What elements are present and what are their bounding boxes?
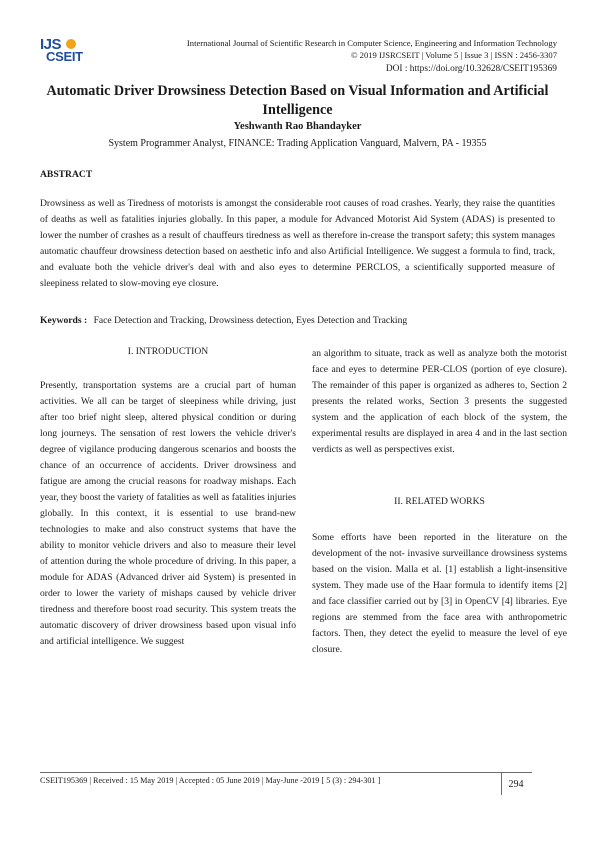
keywords-label: Keywords : — [40, 315, 88, 326]
logo-text-top: IJS — [40, 36, 62, 53]
logo-globe-icon — [66, 39, 76, 49]
paper-title: Automatic Driver Drowsiness Detection Based on Visual Information and Artificial Intelligence — [46, 83, 549, 118]
related-works-text: Some efforts have been reported in the literature on the development of the not- invasive surveillance drowsiness systems based on the vision. Malla et al. [1] establish a light-insensitive system. They made use of the Haar formula to identify items [2] and face classifier carried out by [3] in OpenCV [4] libraries. Eye regions are stemmed from the face area with anthropometric factors. Then, they detect the eyelid to measure the level of eye closure. — [312, 532, 567, 655]
author-affiliation: System Programmer Analyst, FINANCE: Trading Application Vanguard, Malvern, PA - 19355 — [108, 138, 487, 149]
journal-name: International Journal of Scientific Research in Computer Science, Engineering and Information Technology — [186, 38, 557, 48]
section-heading-related-works: II. RELATED WORKS — [394, 496, 485, 507]
page-number: 294 — [508, 779, 524, 790]
footer-divider — [40, 772, 501, 773]
journal-logo — [40, 36, 92, 66]
abstract-text: Drowsiness as well as Tiredness of motorists is amongst the considerable root causes of road crashes. Yearly, they raise the quantities of deaths as well as fatalities injuries globally. In this paper, a module for Advanced Motorist Aid System (ADAS) is presented to lower the number of crashes as a result of chauffeurs tiredness as well as therefore in-crease the transport safety; this system manages automatic chauffeur drowsiness detection based on aesthetic info and also Artificial Intelligence. We suggest a formula to find, track, and evaluate both the vehicle driver's deal with and also eyes to determine PERCLOS, a scientifically supported measure of sleepiness related to slow-moving eye closure. — [40, 198, 555, 289]
doi-link[interactable]: DOI : https://doi.org/10.32628/CSEIT195369 — [385, 64, 557, 74]
journal-issue: © 2019 IJSRCSEIT | Volume 5 | Issue 3 | ISSN : 2456-3307 — [350, 50, 557, 60]
introduction-text: Presently, transportation systems are a crucial part of human activities. We all can be target of sleepiness while driving, just after too brief night sleep, altered physical condition or during long journeys. The sensation of rest lowers the vehicle driver's degree of vigilance producing dangerous scenarios and boosts the chance of an occurrence of accidents. Driver drowsiness and fatigue are among the crucial reasons for roadway mishaps. Each year, they boost the variety of fatalities as well as fatalities injuries globally. In this context, it is essential to use brand-new technologies to make and also construct systems that have the ability to monitor vehicle drivers and also to measure their level of attention during the whole procedure of driving. In this paper, a module for ADAS (Advanced driver aid System) is presented in order to lower the variety of mishaps caused by vehicle driver tiredness and therefore boost road security. This system treats the automatic discovery of driver drowsiness based upon visual info and artificial intelligence. We suggest — [40, 380, 296, 647]
keywords-text: Face Detection and Tracking, Drowsiness detection, Eyes Detection and Tracking — [93, 315, 408, 326]
introduction-text-continued: an algorithm to situate, track as well as analyze both the motorist face and eyes to determine PER-CLOS (portion of eye closure). The remainder of this paper is organized as adheres to, Section 2 presents the related works, Section 3 presents the suggested system and the application of each block of the system, the experimental results are displayed in area 4 and in the last section verdicts as well as perspectives exist. — [312, 348, 567, 455]
author-name: Yeshwanth Rao Bhandayker — [233, 121, 362, 132]
logo-text-bottom: CSEIT — [46, 49, 83, 64]
footer-citation: CSEIT195369 | Received : 15 May 2019 | Accepted : 05 June 2019 | May-June -2019 [ 5 (3) : 294-301 ] — [40, 776, 381, 785]
keywords-line — [40, 315, 555, 326]
abstract-heading: ABSTRACT — [40, 169, 93, 180]
section-heading-introduction: I. INTRODUCTION — [127, 346, 209, 357]
